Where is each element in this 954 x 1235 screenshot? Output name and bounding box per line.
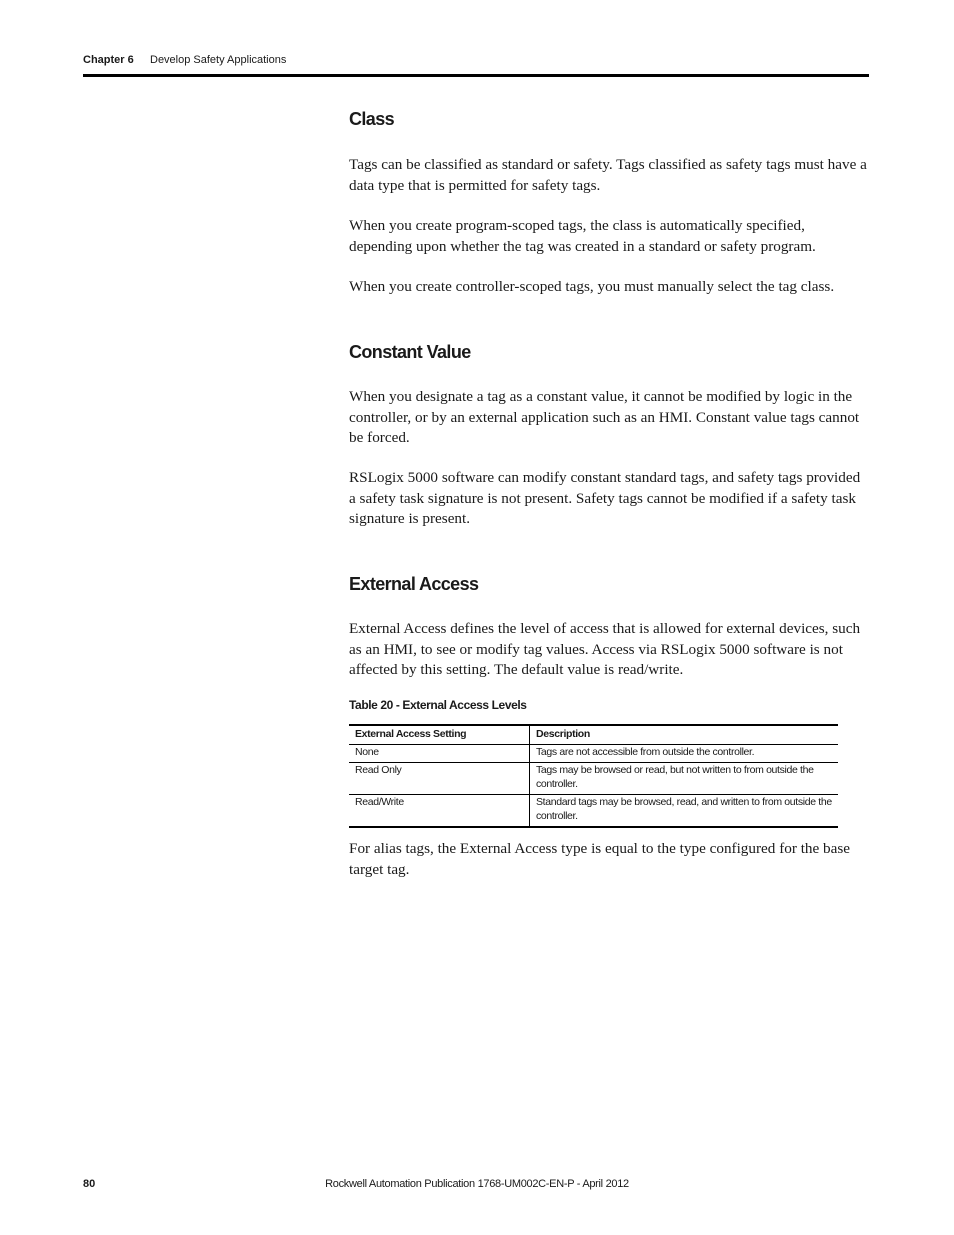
column-header: Description bbox=[530, 725, 839, 745]
table-header-row bbox=[349, 725, 838, 745]
footer-publication: Rockwell Automation Publication 1768-UM002C-EN-P - April 2012 bbox=[325, 1178, 629, 1190]
heading-external-access: External Access bbox=[349, 574, 479, 594]
table-row bbox=[349, 763, 838, 795]
table-caption: Table 20 - External Access Levels bbox=[349, 698, 527, 712]
chapter-label: Chapter 6 bbox=[83, 54, 134, 66]
running-header bbox=[83, 53, 287, 67]
class-paragraph-1: Tags can be classified as standard or safety. Tags classified as safety tags must have a data type that is permitted for safety tags. bbox=[349, 156, 867, 194]
table-row bbox=[349, 795, 838, 828]
class-paragraph-2: When you create program-scoped tags, the class is automatically specified, depending upon whether the tag was created in a standard or safety program. bbox=[349, 217, 816, 255]
table-cell: Read/Write bbox=[349, 795, 530, 828]
page-number: 80 bbox=[83, 1178, 96, 1190]
header-rule bbox=[83, 74, 869, 77]
column-header: External Access Setting bbox=[349, 725, 530, 745]
table-cell: Tags are not accessible from outside the controller. bbox=[530, 745, 839, 763]
constant-value-paragraph-1: When you designate a tag as a constant value, it cannot be modified by logic in the controller, or by an external application such as an HMI. Constant value tags cannot be forced. bbox=[349, 388, 860, 446]
table-cell: Tags may be browsed or read, but not written to from outside the controller. bbox=[530, 763, 839, 795]
table-cell: None bbox=[349, 745, 530, 763]
heading-class: Class bbox=[349, 109, 395, 129]
external-access-table bbox=[349, 724, 838, 828]
external-access-after-table: For alias tags, the External Access type is equal to the type configured for the base target tag. bbox=[349, 840, 851, 878]
class-paragraph-3: When you create controller-scoped tags, you must manually select the tag class. bbox=[349, 278, 835, 295]
table-cell: Standard tags may be browsed, read, and written to from outside the controller. bbox=[530, 795, 839, 828]
table-row bbox=[349, 745, 838, 763]
external-access-paragraph-1: External Access defines the level of access that is allowed for external devices, such as an HMI, to see or modify tag values. Access via RSLogix 5000 software is not affected by this setting. The default value is read/write. bbox=[349, 620, 861, 678]
table-cell: Read Only bbox=[349, 763, 530, 795]
constant-value-paragraph-2: RSLogix 5000 software can modify constant standard tags, and safety tags provided a safety task signature is not present. Safety tags cannot be modified if a safety task signature is present. bbox=[349, 469, 861, 527]
section-title: Develop Safety Applications bbox=[150, 54, 287, 66]
heading-constant-value: Constant Value bbox=[349, 342, 471, 362]
